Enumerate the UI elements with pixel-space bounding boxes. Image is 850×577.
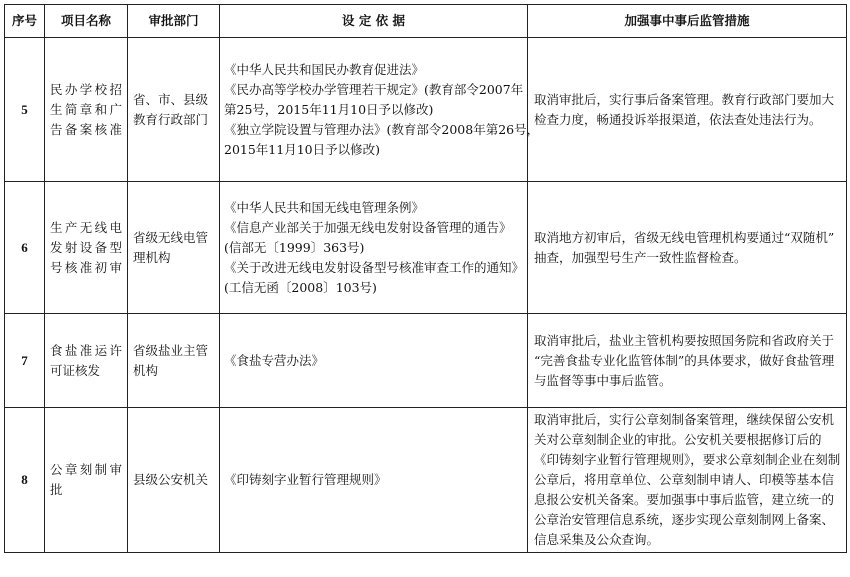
header-measures: 加强事中事后监管措施 xyxy=(528,5,847,38)
approval-dept xyxy=(128,408,220,553)
item-name-line: 批 xyxy=(50,482,63,497)
supervision-measures-line: 抽查，加强型号生产一致性监督检查。 xyxy=(534,249,747,265)
table-row xyxy=(5,314,847,408)
supervision-measures-line: 与监督等事中事后监管。 xyxy=(534,372,672,388)
supervision-measures-line: 检查力度，畅通投诉举报渠道，依法查处违法行为。 xyxy=(534,111,822,127)
supervision-measures xyxy=(528,182,847,314)
header-num: 序号 xyxy=(5,5,45,38)
supervision-measures-line: “完善食盐专业化监管体制”的具体要求，做好食盐管理 xyxy=(534,352,835,368)
row-number: 5 xyxy=(5,38,45,182)
row-number: 8 xyxy=(5,408,45,553)
supervision-measures-line: 取消审批后，盐业主管机构要按照国务院和省政府关于 xyxy=(534,332,835,348)
supervision-measures-line: 取消审批后，实行公章刻制备案管理，继续保留公安机 xyxy=(534,412,835,427)
item-name-line: 号核准初审 xyxy=(50,259,122,275)
item-name-line: 食盐准运许 xyxy=(50,342,122,358)
item-name-line: 可证核发 xyxy=(50,362,101,378)
legal-basis-line: 《信息产业部关于加强无线电发射设备管理的通告》 xyxy=(224,219,512,235)
supervision-measures-line: 关对公章刻制企业的审批。公安机关要根据修订后的 xyxy=(534,432,822,447)
supervision-measures-line: 取消审批后，实行事后备案管理。教育行政部门要加大 xyxy=(534,91,835,107)
legal-basis-line: 《中华人民共和国无线电管理条例》 xyxy=(224,199,425,215)
item-name xyxy=(45,182,128,314)
legal-basis-line: 第25号，2015年11月10日予以修改) xyxy=(224,101,434,117)
supervision-measures xyxy=(528,314,847,408)
approval-dept xyxy=(128,182,220,314)
supervision-measures xyxy=(528,38,847,182)
table-row xyxy=(5,38,847,182)
supervision-measures-line: 公章治安管理信息系统，逐步实现公章刻制网上备案、 xyxy=(534,512,835,527)
header-dept: 审批部门 xyxy=(128,5,220,38)
approval-dept-line: 省级盐业主管 xyxy=(133,342,209,358)
approval-dept xyxy=(128,38,220,182)
header-basis: 设 定 依 据 xyxy=(220,5,528,38)
supervision-measures-line: 公章后，将用章单位、公章刻制申请人、印模等基本信 xyxy=(534,472,835,487)
item-name-line: 生产无线电 xyxy=(50,219,122,235)
table-header-row xyxy=(5,5,847,38)
row-number: 6 xyxy=(5,182,45,314)
legal-basis-line: 《关于改进无线电发射设备型号核准审查工作的通知》 xyxy=(224,259,525,275)
supervision-measures xyxy=(528,408,847,553)
item-name-line: 民办学校招 xyxy=(50,81,122,97)
row-number: 7 xyxy=(5,314,45,408)
item-name-line: 发射设备型 xyxy=(50,239,122,255)
legal-basis-line: (工信无函〔2008〕103号) xyxy=(224,279,377,295)
item-name-line: 告备案核准 xyxy=(50,121,122,137)
item-name-line: 公章刻制审 xyxy=(50,462,122,477)
supervision-measures-line: 信息采集及公众查询。 xyxy=(534,532,660,547)
legal-basis-line: 《印铸刻字业暂行管理规则》 xyxy=(224,472,387,487)
supervision-measures-line: 息报公安机关备案。要加强事中事后监管，建立统一的 xyxy=(534,492,835,507)
approval-dept-line: 教育行政部门 xyxy=(133,111,209,127)
approval-items-table xyxy=(4,4,847,553)
legal-basis-line: (信部无〔1999〕363号) xyxy=(224,239,365,255)
legal-basis-line: 《食盐专营办法》 xyxy=(224,352,325,368)
approval-dept-line: 理机构 xyxy=(133,249,171,265)
legal-basis-line: 《民办高等学校办学管理若干规定》(教育部令2007年 xyxy=(224,81,524,97)
supervision-measures-line: 《印铸刻字业暂行管理规则》，要求公章刻制企业在刻制 xyxy=(534,452,841,467)
item-name xyxy=(45,38,128,182)
legal-basis-line: 《中华人民共和国民办教育促进法》 xyxy=(224,61,425,77)
approval-dept-line: 机构 xyxy=(133,362,159,378)
item-name-line: 生简章和广 xyxy=(50,101,122,117)
item-name xyxy=(45,408,128,553)
table-row xyxy=(5,408,847,553)
legal-basis-line: 《独立学院设置与管理办法》(教育部令2008年第26号， xyxy=(224,121,540,137)
approval-dept-line: 省、市、县级 xyxy=(133,91,209,107)
legal-basis xyxy=(220,182,528,314)
approval-dept-line: 县级公安机关 xyxy=(133,472,209,487)
legal-basis xyxy=(220,38,540,182)
legal-basis xyxy=(220,314,528,408)
approval-dept xyxy=(128,314,220,408)
header-name: 项目名称 xyxy=(45,5,128,38)
item-name xyxy=(45,314,128,408)
approval-dept-line: 省级无线电管 xyxy=(133,229,209,245)
legal-basis-line: 2015年11月10日予以修改) xyxy=(224,141,381,157)
table-row xyxy=(5,182,847,314)
supervision-measures-line: 取消地方初审后，省级无线电管理机构要通过“双随机” xyxy=(534,229,835,245)
legal-basis xyxy=(220,408,528,553)
